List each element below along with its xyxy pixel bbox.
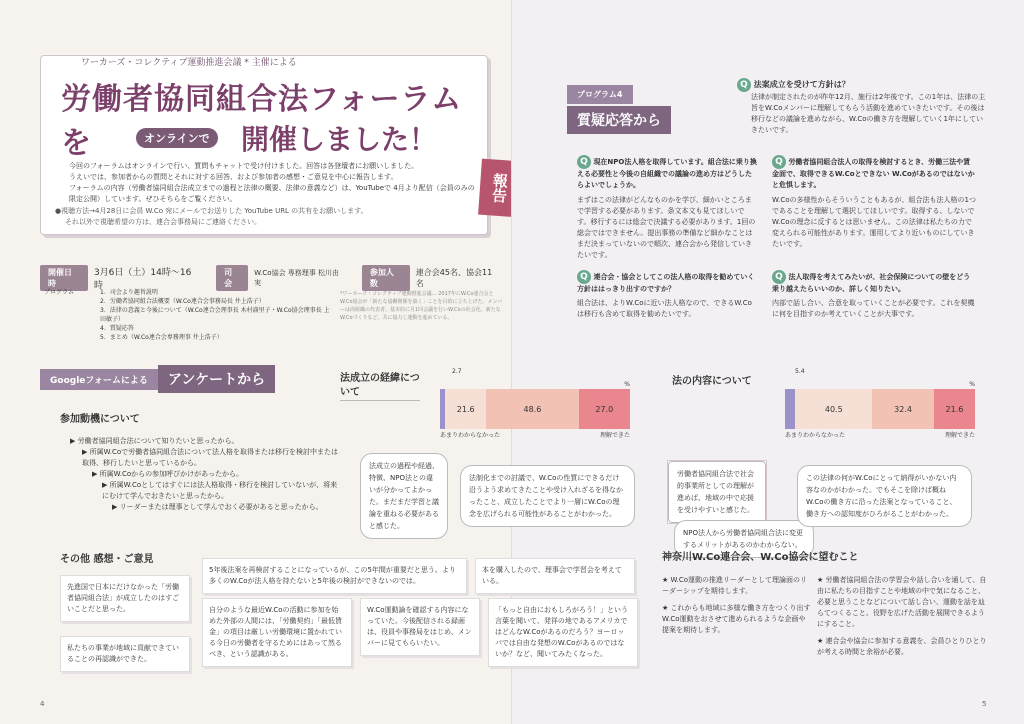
answer: W.Coの多様性からそういうこともあるが、組合法も法人格の1つであることを理解して選択してほしいです。取得する、しないでW.Coの理念に反するとは思いません。この法律は私たちの力で変えられる可能性があります。運用してより近いものにしていきたいです。 [772, 196, 976, 248]
organizer-line: ワーカーズ・コレクティブ運動推進会議 * 主催による [81, 58, 297, 68]
q-icon: Q [577, 270, 591, 284]
qa-ribbon-small: プログラム4 [567, 85, 633, 104]
page-number-right: 5 [982, 700, 987, 708]
axis-low-label: あまりわからなかった [785, 432, 846, 439]
event-mc: W.Co協会 専務理事 松川由実 [254, 269, 340, 287]
opinion-note: 「もっと自由におもしろがろう！」という言葉を聞いて、発祥の地であるアメリカではどんなW.Coがあるのだろう？ヨーロッパでは自由な発想のW.Coがあるのではないか？など、聞いてみたくなった。 [488, 598, 638, 667]
program-label: プログラム [44, 289, 74, 296]
question: 労働者協同組合法人の取得を検討するとき、労働三法や賃金面で、取得できるW.Coとできない W.Coがあるのではないかと危惧します。 [772, 158, 975, 189]
title-line-1: 労働者協同組合法フォーラムを [61, 82, 463, 161]
comment-bubble: NPO法人から労働者協同組合法に変更するメリットがあるのかわからない。 [674, 520, 814, 558]
bar-value-label: 2.7 [452, 368, 462, 375]
intro-paragraph-3: フォーラムの内容（労働者協同組合法成立までの過程と法律の概要、法律の意義など）は、YouTubeで 4月より配信（会員のみの限定公開）しています。ぜひそちらをご覧ください。 [69, 184, 475, 203]
chart-keika [440, 380, 630, 440]
naiyou-title: 法の内容について [672, 376, 752, 387]
answer: 内部で話し合い、合意を取っていくことが必要です。これを契機に何を目指すのか考えていくことが大事です。 [772, 299, 975, 318]
event-date: 3月6日（土）14時〜16時 [93, 268, 192, 291]
answer: 組合法は、よりW.Coに近い法人格なので、できるW.Coは移行も含めて取得を勧めたいです。 [577, 299, 752, 318]
qa-ribbon [567, 82, 671, 134]
opinion-note: 自分のような最近W.Coの活動に参加を始めた外部の人間には、「労働契約」「最低賃金」の項目は厳しい労働環境に置かれている今日の労働者を守るためにはあって然るべき、という認識がある。 [202, 598, 352, 667]
chart-unit: % [969, 381, 975, 388]
bar-segment: 32.4 [872, 389, 934, 429]
kanagawa-title: 神奈川W.Co連合会、W.Co協会に望むこと [662, 552, 859, 563]
wish-item: ★ 労働者協同組合法の学習会や話し合いを通して、自由に私たちの目指すことや地域の中で気になること、必要と思うことなどについて話し合い、運動を話を辿らてつくること。役野を広げた活動を展開できるようにすること。 [817, 576, 987, 628]
axis-low-label: あまりわからなかった [440, 432, 501, 439]
q-icon: Q [772, 155, 786, 169]
intro-text [69, 161, 479, 205]
bar-value-label: 5.4 [795, 368, 805, 375]
page-number-left: 4 [40, 700, 45, 708]
title-box [40, 55, 488, 235]
program-item: 4．質疑応答 [100, 325, 134, 332]
program-item: 3．法律の意義と今後について（W.Co連合会理事長 木村満里子・W.Co協会理事長 上田敏子） [100, 307, 330, 323]
bar-segment: 27.0 [579, 389, 630, 429]
view-contact-note: それ以外で視聴希望の方は、連合会事務局にご連絡ください。 [65, 218, 261, 226]
bar-segment: 21.6 [934, 389, 975, 429]
opinion-note: 5年後法案を再検討することになっているが、この5年間が重要だと思う。より多くのW.Coが法人格を持たないと5年後の検討ができないのでは。 [202, 558, 467, 594]
opinion-note: 先進国で日本にだけなかった「労働者協同組合法」が成立したのはすごいことだと思った。 [60, 575, 190, 622]
opinion-note: W.Co運動論を確認する内容になっていた。今後配信される録画は、役員や事務局をはじめ、メンバーに見てもらいたい。 [360, 598, 480, 656]
survey-ribbon-big: アンケートから [158, 365, 275, 393]
motive-list [70, 436, 340, 513]
survey-ribbon [40, 365, 275, 393]
mc-label: 司会 [216, 265, 248, 291]
title-line-2: 開催しました！ [241, 123, 438, 156]
motive-item: ▶ 所属W.Coからの参加呼びかけがあったから。 [92, 470, 244, 478]
keika-title: 法成立の経緯について [340, 372, 420, 401]
other-title: その他 感想・ご意見 [60, 554, 154, 565]
axis-high-label: 理解できた [944, 432, 975, 439]
motive-item: ▶ 所属W.Coで労働者協同組合法について法人格を取得または移行を検討中または取得、移行したいと思っているから。 [82, 448, 338, 467]
bar-segment: 21.6 [445, 389, 486, 429]
q-icon: Q [737, 78, 751, 92]
qa-item [577, 155, 757, 261]
opinion-note: 本を購入したので、理事会で学習会を考えている。 [475, 558, 635, 594]
comment-bubble: 法制化までの討議で、W.Coの性質にできるだけ沿うよう求めてきたことや受け入れざるを得なかったこと、成立したことでより一層にW.Coの理念を広げられる可能性があることがわかった。 [460, 465, 635, 527]
bar-segment: 40.5 [795, 389, 872, 429]
chart-naiyou [785, 380, 975, 440]
kanagawa-left [662, 575, 812, 636]
stacked-bar [785, 389, 975, 429]
report-stamp: 報告 [478, 159, 522, 218]
opinion-note: 私たちの事業が地域に貢献できていることの再認識ができた。 [60, 636, 190, 672]
question: 法人取得を考えてみたいが、社会保険についての壁をどう乗り越えたらいいのか、詳しく知りたい。 [772, 273, 971, 293]
qa-item [772, 155, 977, 250]
qa-ribbon-big: 質疑応答から [567, 106, 671, 134]
axis-high-label: 理解できた [599, 432, 630, 439]
bar-segment [785, 389, 795, 429]
question: 法案成立を受けて方針は？ [753, 80, 850, 89]
online-label: オンラインで [136, 128, 218, 148]
question: 連合会・協会としてこの法人格の取得を勧めていく方針ははっきり出すのですか？ [577, 273, 755, 293]
intro-paragraph-2: うえいでは、参加者からの質問とそれに対する回答、および参加者の感想・ご意見を中心に報告します。 [69, 173, 398, 181]
program-item: 5．まとめ（W.Co連合会専務理事 井上浩子） [100, 334, 223, 341]
survey-ribbon-small: Googleフォームによる [40, 369, 158, 390]
kanagawa-right [817, 575, 987, 658]
q-icon: Q [772, 270, 786, 284]
intro-paragraph-1: 今回のフォーラムはオンラインで行い、質問もチャットで受け付けました。回答は各登壇者にお願いしました。 [69, 162, 419, 170]
wish-item: ★ W.Co運動の推進リーダーとして理論面のリーダーシップを期待します。 [662, 576, 808, 595]
comment-bubble: 法成立の過程や経過、特徴、NPO法との違いが分かってよかった。まだまだ学習と議論を重ねる必要があると感じた。 [360, 453, 448, 539]
q-icon: Q [577, 155, 591, 169]
program-item: 2．労働者協同組合法概要（W.Co連合会事務局長 井上浩子） [100, 298, 265, 305]
stacked-bar [440, 389, 630, 429]
question: 現在NPO法人格を取得しています。組合法に乗り換える必要性と今後の自組織での議論の進め方はどうしたらよいでしょうか。 [577, 158, 757, 189]
wish-item: ★ これからも地域に多様な働き方をつくり出すW.Co運動をおさせて進められるような企画や提案を期待します。 [662, 604, 811, 634]
qa-item [772, 270, 977, 320]
footnote: *ワーカーズ・コレクティブ運動推進会議… 2017年にW.Co連合会とW.Co協会が「新たな協働関係を築く」ことを目的に立ち上げた。メンバーは両組織の代表者。基本的に月1回会議を行いW.Coの社会化、新たなW.Coづくりなど、共に協力し運動を進めている。 [340, 291, 503, 321]
comment-bubble: 労働者協同組合法で社会的事業所としての理解が進めば、地域の中で応援を受けやすいと感じた。 [668, 461, 766, 523]
attendance-label: 参加人数 [362, 265, 410, 291]
qa-item [577, 270, 757, 320]
motive-item: ▶ 労働者協同組合法について知りたいと思ったから。 [70, 437, 239, 445]
qa-item [737, 78, 987, 136]
motive-title: 参加動機について [60, 414, 140, 425]
answer: 法律が制定されたのが昨年12月、施行は2年後です。この1年は、法律の主旨をW.Coメンバーに理解してもらう活動を進めていきたいです。その後は移行などの議論を進めながら、W.Coの働き方を理解していく1年にしていきたいです。 [751, 93, 986, 134]
program-list [100, 288, 335, 342]
date-label: 開催日時 [40, 265, 88, 291]
program-item: 1．司会より趣旨説明 [100, 289, 158, 296]
answer: まずはこの法律がどんなものかを学び、細かいところまで学習する必要があります。条文本文も見てほしいです。移行するには総会で決議する必要があります。1回の総会ではできません。提出事務の準備など細かなことはまだ決まっていないので順次、連合会から発信していきたいです。 [577, 196, 756, 259]
wish-item: ★ 連合会や協会に参加する意義を、会員ひとりひとりが考える時間と余裕が必要。 [817, 637, 987, 656]
bubble-wrap [667, 460, 767, 524]
chart-unit: % [624, 381, 630, 388]
motive-item: ▶ リーダーまたは理事として学んでおく必要があると思ったから。 [112, 503, 323, 511]
bar-segment: 48.6 [486, 389, 578, 429]
motive-item: ▶ 所属W.Coとしてはすぐには法人格取得・移行を検討していないが、将来にむけて学んでおきたいと思ったから。 [102, 481, 338, 500]
intro-notes [55, 206, 475, 228]
comment-bubble: この法律の何がW.Coにとって納得がいかない内容なのかがわかった。でもそこを除けば概ねW.Coの働き方に沿った法案となっていること、働き方への認知度がひろがることがわかった。 [797, 465, 972, 527]
event-attendance: 連合会45名、協会11名 [415, 268, 493, 288]
view-method-note: ●視聴方法→4月28日に会員 W.Co 宛にメールでお送りした YouTube URL の共有をお願いします。 [55, 207, 368, 215]
